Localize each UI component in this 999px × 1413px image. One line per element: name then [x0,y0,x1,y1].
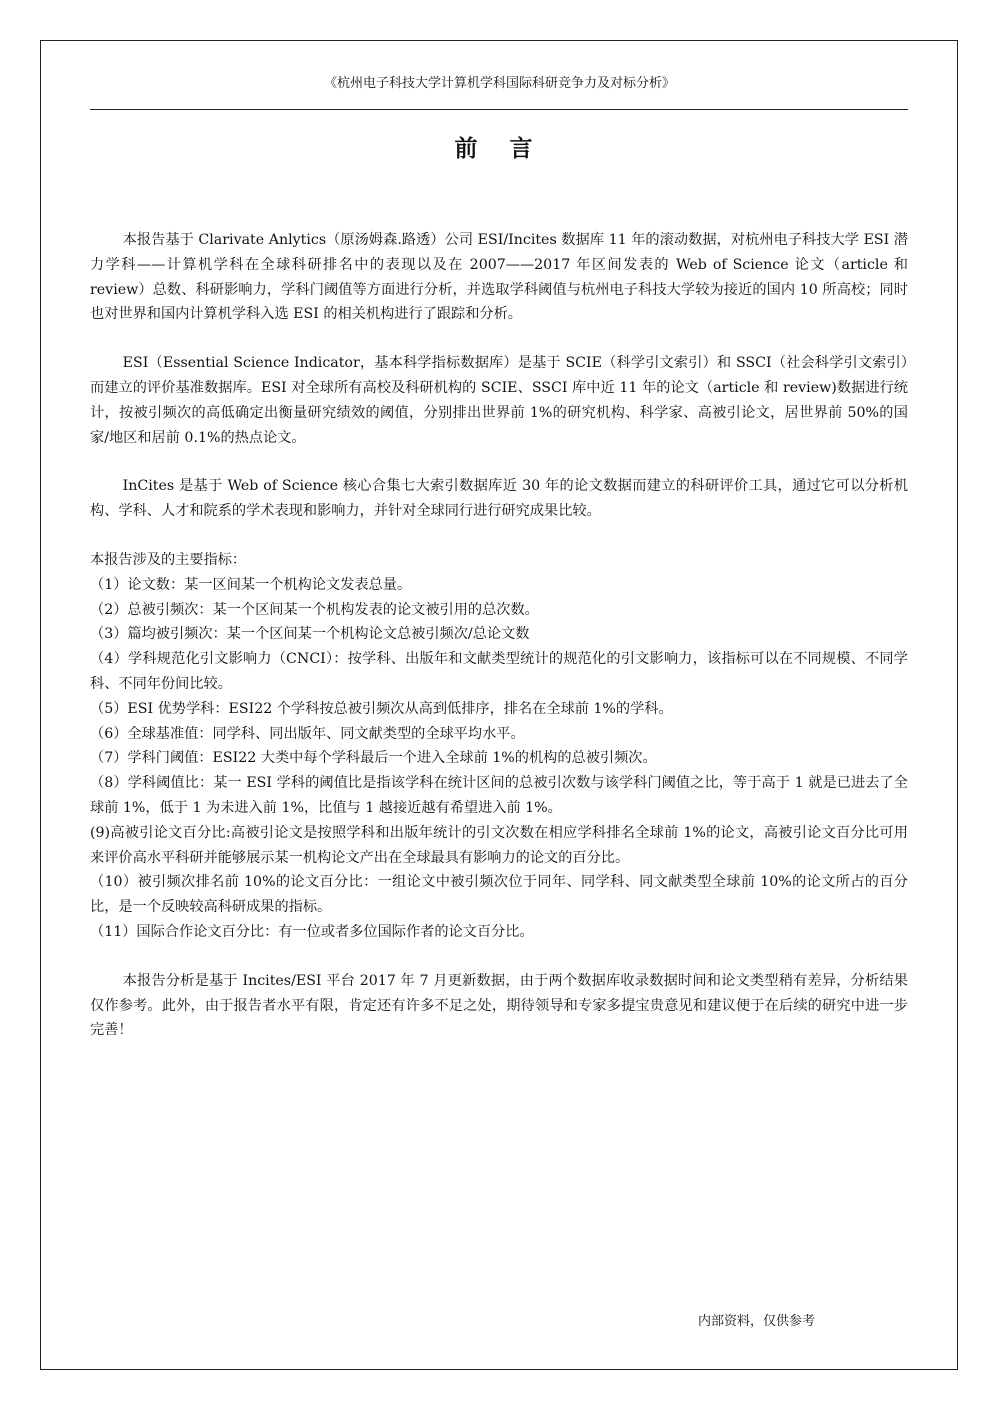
indicator-list [90,548,908,945]
list-item: （3）篇均被引频次：某一个区间某一个机构论文总被引频次/总论文数 [90,626,530,643]
footer-note: 内部资料，仅供参考 [697,1314,815,1329]
paragraph-incites: InCites 是基于 Web of Science 核心合集七大索引数据库近 30 年的论文数据而建立的科研评价工具，通过它可以分析机构、学科、人才和院系的学术表现和影响力，并针对全球同行进行研究成果比较。 [90,478,908,520]
document-body [90,228,908,1043]
list-item: （6）全球基准值：同学科、同出版年、同文献类型的全球平均水平。 [90,725,525,742]
page-title: 前 言 [454,135,545,162]
paragraph-closing: 本报告分析是基于 Incites/ESI 平台 2017 年 7 月更新数据，由于两个数据库收录数据时间和论文类型稍有差异，分析结果仅作参考。此外，由于报告者水平有限，肯定还有许多不足之处，期待领导和专家多提宝贵意见和建议便于在后续的研究中进一步完善！ [90,972,908,1039]
paragraph-intro: 本报告基于 Clarivate Anlytics（原汤姆森.路透）公司 ESI/Incites 数据库 11 年的滚动数据，对杭州电子科技大学 ESI 潜力学科——计算机学科在全球科研排名中的表现以及在 2007——2017 年区间发表的 Web of Science 论文（article 和 review）总数、科研影响力，学科门阈值等方面进行分析，并选取学科阈值与杭州电子科技大学较为接近的国内 10 所高校；同时也对世界和国内计算机学科入选 ESI 的相关机构进行了跟踪和分析。 [90,232,908,323]
list-item: （10）被引频次排名前 10%的论文百分比：一组论文中被引频次位于同年、同学科、同文献类型全球前 10%的论文所占的百分比，是一个反映较高科研成果的指标。 [90,874,908,916]
list-item: (9)高被引论文百分比:高被引论文是按照学科和出版年统计的引文次数在相应学科排名全球前 1%的论文，高被引论文百分比可用来评价高水平科研并能够展示某一机构论文产出在全球最具有影响力的论文的百分比。 [90,824,908,866]
indicator-list-intro: 本报告涉及的主要指标： [90,551,247,568]
list-item: （1）论文数：某一区间某一个机构论文发表总量。 [90,576,412,593]
list-item: （2）总被引频次：某一个区间某一个机构发表的论文被引用的总次数。 [90,601,539,618]
list-item: （4）学科规范化引文影响力（CNCI）：按学科、出版年和文献类型统计的规范化的引文影响力，该指标可以在不同规模、不同学科、不同年份间比较。 [90,651,908,692]
header-rule [90,109,908,110]
list-item: （11）国际合作论文百分比：有一位或者多位国际作者的论文百分比。 [90,923,534,940]
list-item: （8）学科阈值比：某一 ESI 学科的阈值比是指该学科在统计区间的总被引次数与该学科门阈值之比，等于高于 1 就是已进去了全球前 1%，低于 1 为未进入前 1%，比值与 1 越接近越有希望进入前 1%。 [90,775,908,816]
list-item: （7）学科门阈值：ESI22 大类中每个学科最后一个进入全球前 1%的机构的总被引频次。 [90,750,657,767]
running-header: 《杭州电子科技大学计算机学科国际科研竞争力及对标分析》 [323,76,675,91]
list-item: （5）ESI 优势学科：ESI22 个学科按总被引频次从高到低排序，排名在全球前 1%的学科。 [90,700,673,717]
paragraph-esi: ESI（Essential Science Indicator，基本科学指标数据库）是基于 SCIE（科学引文索引）和 SSCI（社会科学引文索引）而建立的评价基准数据库。ESI 对全球所有高校及科研机构的 SCIE、SSCI 库中近 11 年的论文（article 和 review)数据进行统计，按被引频次的高低确定出衡量研究绩效的阈值，分别排出世界前 1%的研究机构、科学家、高被引论文，居世界前 50%的国家/地区和居前 0.1%的热点论文。 [90,355,908,446]
